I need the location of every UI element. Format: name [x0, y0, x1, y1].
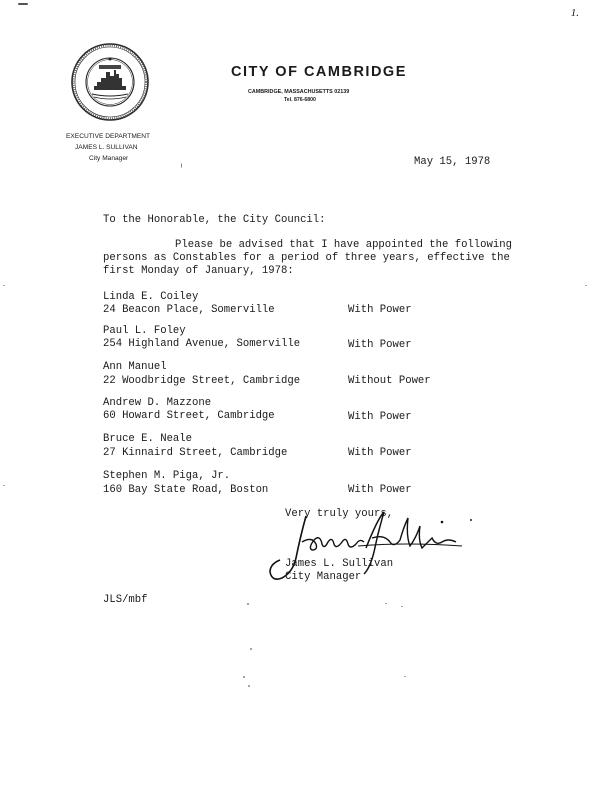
- appointee-name: Andrew D. Mazzone: [103, 397, 212, 409]
- letterhead-address: CAMBRIDGE, MASSACHUSETTS 02139: [248, 89, 350, 95]
- appointee-address: 27 Kinnaird Street, Cambridge: [103, 447, 288, 459]
- appointee-name: Bruce E. Neale: [103, 433, 193, 445]
- appointee-address: 24 Beacon Place, Somerville: [103, 304, 275, 316]
- appointee-power: With Power: [348, 411, 412, 423]
- body-line-2: persons as Constables for a period of three years, effective the: [103, 252, 510, 264]
- signer-name: James L. Sullivan: [285, 558, 394, 570]
- body-line-1: Please be advised that I have appointed the following: [175, 239, 512, 251]
- appointee-name: Paul L. Foley: [103, 325, 186, 337]
- page-mark: 1.: [570, 7, 579, 19]
- appointee-power: With Power: [348, 484, 412, 496]
- body-line-3: first Monday of January, 1978:: [103, 265, 294, 277]
- sender-title: City Manager: [89, 155, 129, 162]
- appointee-address: 22 Woodbridge Street, Cambridge: [103, 375, 301, 387]
- salutation: To the Honorable, the City Council:: [103, 214, 326, 226]
- appointee-power: With Power: [348, 304, 412, 316]
- city-seal-icon: [70, 42, 150, 122]
- appointee-address: 254 Highland Avenue, Somerville: [103, 338, 301, 350]
- appointee-name: Linda E. Coiley: [103, 291, 199, 303]
- appointee-name: Ann Manuel: [103, 361, 167, 373]
- valediction: Very truly yours,: [285, 508, 394, 520]
- sender-name: JAMES L. SULLIVAN: [75, 144, 138, 151]
- signer-title: City Manager: [285, 571, 362, 583]
- appointee-power: With Power: [348, 339, 412, 351]
- letterhead-title: CITY OF CAMBRIDGE: [231, 64, 407, 80]
- appointee-power: With Power: [348, 447, 412, 459]
- reference-initials: JLS/mbf: [103, 594, 148, 606]
- appointee-address: 60 Howard Street, Cambridge: [103, 410, 275, 422]
- letterhead-phone: Tel. 876-6800: [284, 97, 316, 103]
- sender-department: EXECUTIVE DEPARTMENT: [66, 133, 151, 140]
- appointee-address: 160 Bay State Road, Boston: [103, 484, 269, 496]
- appointee-name: Stephen M. Piga, Jr.: [103, 470, 231, 482]
- appointee-power: Without Power: [348, 375, 431, 387]
- letter-date: May 15, 1978: [414, 156, 491, 168]
